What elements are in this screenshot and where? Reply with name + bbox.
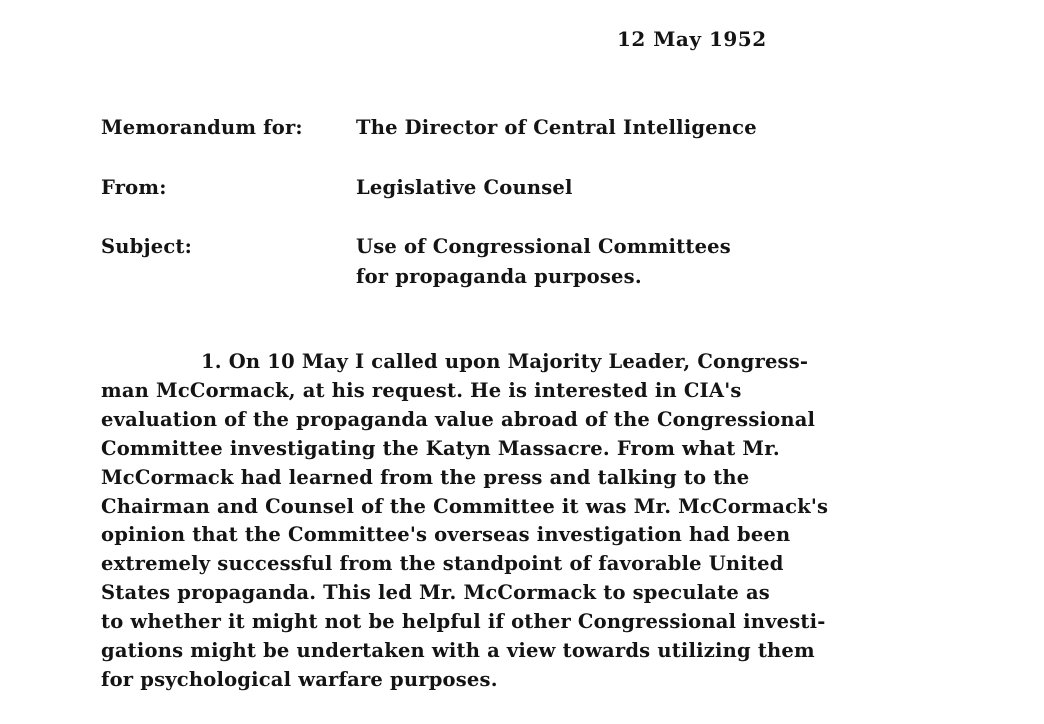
paragraph-line: McCormack had learned from the press and talking to the <box>101 465 750 489</box>
paragraph-line: Committee investigating the Katyn Massacre. From what Mr. <box>101 436 780 460</box>
memorandum-for-value: The Director of Central Intelligence <box>356 116 757 139</box>
subject-label: Subject: <box>101 235 193 258</box>
paragraph-line: man McCormack, at his request. He is interested in CIA's <box>101 378 742 402</box>
from-label: From: <box>101 176 167 199</box>
paragraph-line: gations might be undertaken with a view towards utilizing them <box>101 639 815 663</box>
paragraph-line: to whether it might not be helpful if other Congressional investi- <box>101 610 826 634</box>
subject-line-2: for propaganda purposes. <box>356 265 642 288</box>
paragraph-line: opinion that the Committee's overseas investigation had been <box>101 523 791 547</box>
paragraph-line: for psychological warfare purposes. <box>101 667 498 691</box>
paragraph-line: 1. On 10 May I called upon Majority Leader, Congress- <box>201 350 809 373</box>
paragraph-line: Chairman and Counsel of the Committee it was Mr. McCormack's <box>101 494 829 518</box>
subject-line-1: Use of Congressional Committees <box>356 235 731 258</box>
paragraph-line: evaluation of the propaganda value abroad of the Congressional <box>101 407 816 431</box>
memorandum-for-label: Memorandum for: <box>101 116 303 139</box>
paragraph-1 <box>101 348 981 695</box>
paragraph-line: States propaganda. This led Mr. McCormack to speculate as <box>101 581 770 605</box>
paragraph-line: extremely successful from the standpoint of favorable United <box>101 552 784 576</box>
memo-date: 12 May 1952 <box>617 27 767 51</box>
from-value: Legislative Counsel <box>356 176 573 199</box>
